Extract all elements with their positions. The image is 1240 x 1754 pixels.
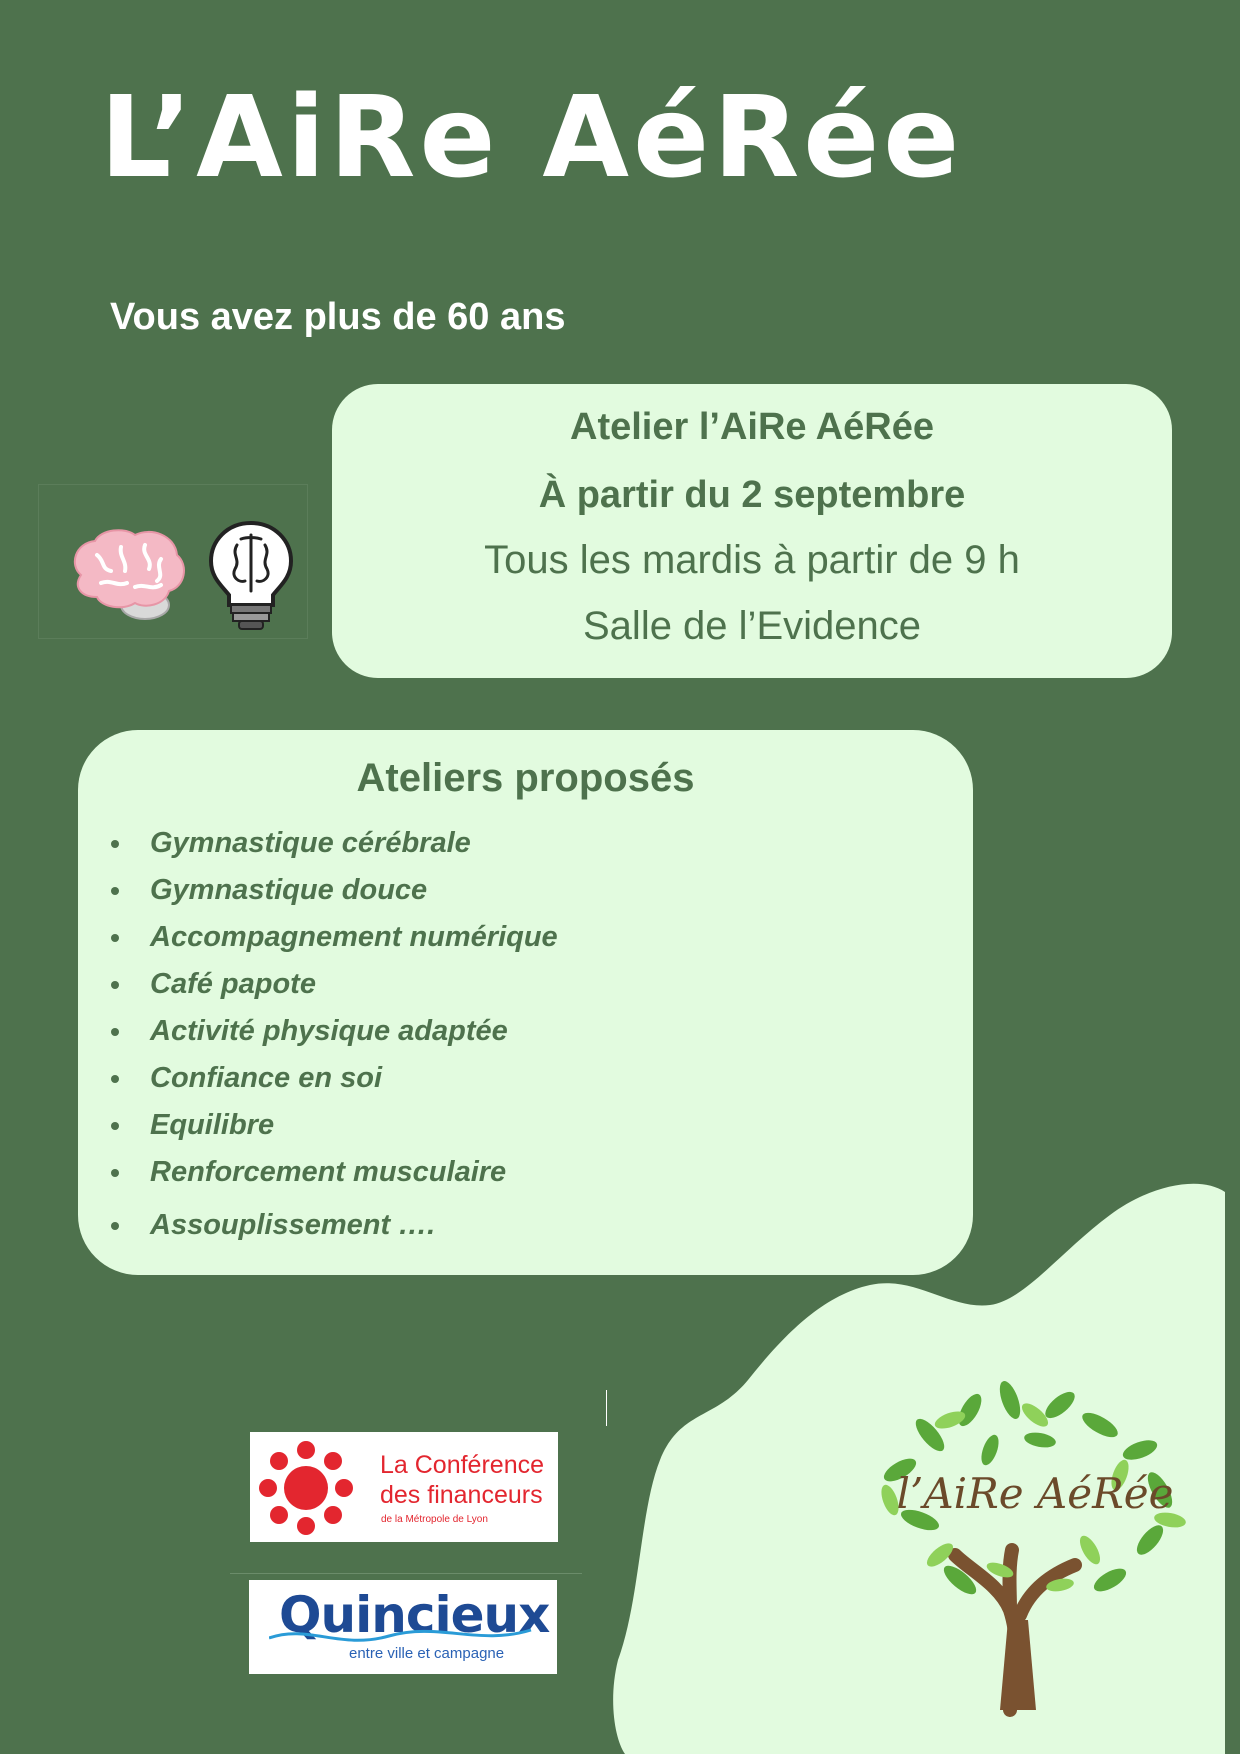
list-item: • Confiance en soi	[134, 1055, 558, 1102]
list-item: • Equilibre	[134, 1102, 558, 1149]
list-item: • Gymnastique douce	[134, 867, 558, 914]
sun-dots-icon	[256, 1440, 356, 1536]
brain-icon	[61, 525, 191, 625]
start-date: À partir du 2 septembre	[538, 474, 966, 516]
conference-financeurs-logo	[250, 1432, 558, 1542]
ateliers-list	[134, 820, 558, 1249]
icons-area	[38, 484, 308, 639]
atelier-name: Atelier l’AiRe AéRée	[570, 406, 934, 448]
ateliers-title: Ateliers proposés	[356, 756, 695, 800]
list-item: • Activité physique adaptée	[134, 1008, 558, 1055]
location: Salle de l’Evidence	[583, 604, 921, 648]
quincieux-tagline: entre ville et campagne	[349, 1645, 505, 1662]
list-item: • Accompagnement numérique	[134, 914, 558, 961]
schedule: Tous les mardis à partir de 9 h	[484, 538, 1020, 582]
audience-text: Vous avez plus de 60 ans	[110, 296, 566, 338]
list-item: • Gymnastique cérébrale	[134, 820, 558, 867]
quincieux-name: Quincieux	[279, 1586, 550, 1644]
lightbulb-brain-icon	[207, 519, 295, 634]
conference-line1: La Conférence	[380, 1451, 545, 1479]
list-item: • Café papote	[134, 961, 558, 1008]
tree-logo	[860, 1380, 1200, 1720]
list-item: • Assouplissement ….	[134, 1202, 558, 1249]
conference-subtitle: de la Métropole de Lyon	[381, 1514, 488, 1525]
divider-mark	[606, 1390, 607, 1426]
conference-line2: des financeurs	[380, 1481, 543, 1509]
tree-logo-text: l’AiRe AéRée	[896, 1469, 1174, 1518]
list-item: • Renforcement musculaire	[134, 1149, 558, 1196]
logo-divider	[230, 1573, 582, 1574]
flyer-title: L’AiRe AéRée	[100, 73, 964, 203]
conference-name	[380, 1450, 544, 1510]
info-box	[332, 384, 1172, 678]
quincieux-logo	[249, 1580, 557, 1674]
ateliers-box	[78, 730, 973, 1275]
